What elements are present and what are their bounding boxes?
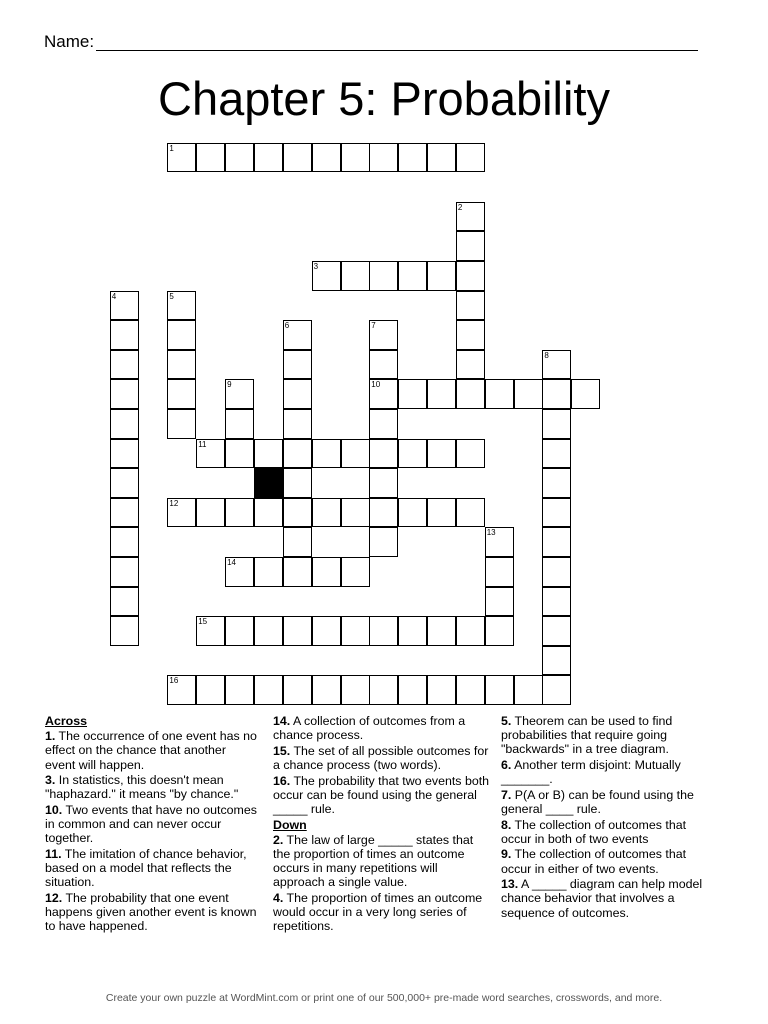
clue-item [501, 758, 715, 786]
clue-number: 12. [45, 891, 63, 905]
grid-cell[interactable] [456, 202, 485, 232]
grid-cell[interactable] [369, 261, 398, 291]
grid-cell[interactable] [542, 379, 571, 409]
grid-cell[interactable] [225, 675, 254, 705]
grid-cell[interactable] [542, 616, 571, 646]
clue-text: P(A or B) can be found using the general ____ rule. [501, 787, 694, 816]
clue-text: Theorem can be used to find probabilities that require going "backwards" in a tree diagram. [501, 714, 673, 757]
grid-cell[interactable] [427, 143, 456, 173]
grid-cell[interactable] [283, 527, 312, 557]
grid-cell[interactable] [283, 557, 312, 587]
grid-cell[interactable] [110, 291, 139, 321]
grid-cell[interactable] [369, 143, 398, 173]
clue-number: 9. [501, 847, 512, 862]
grid-cell[interactable] [456, 143, 485, 173]
grid-cell[interactable] [341, 261, 370, 291]
clue-number: 1. [45, 729, 56, 744]
grid-cell[interactable] [398, 616, 427, 646]
grid-cell[interactable] [542, 498, 571, 528]
clue-item [273, 714, 491, 742]
clue-item [45, 773, 259, 801]
grid-cell[interactable] [542, 439, 571, 469]
clue-text: The collection of outcomes that occur in both of two events [501, 817, 687, 846]
clue-item [501, 788, 715, 816]
clues-column-2 [273, 714, 491, 935]
grid-cell[interactable] [369, 675, 398, 705]
clue-number: 4. [273, 891, 284, 905]
grid-cell[interactable] [254, 616, 283, 646]
grid-cell[interactable] [369, 320, 398, 350]
grid-cell[interactable] [312, 261, 341, 291]
clue-number: 7. [501, 787, 512, 802]
grid-cell[interactable] [110, 616, 139, 646]
name-label: Name: [44, 32, 95, 51]
grid-cell[interactable] [514, 379, 543, 409]
grid-cell[interactable] [456, 320, 485, 350]
clue-number: 8. [501, 817, 512, 832]
clue-item [45, 847, 259, 890]
clue-text: A _____ diagram can help model chance behavior that involves a sequence of outcomes. [501, 877, 703, 920]
clue-text: The probability that two events both occur can be found using the general _____ rule. [273, 773, 490, 816]
grid-cell[interactable] [341, 616, 370, 646]
grid-cell[interactable] [110, 498, 139, 528]
clue-number: 13. [501, 877, 519, 892]
grid-cell[interactable] [110, 587, 139, 617]
grid-cell[interactable] [369, 498, 398, 528]
clue-text: The set of all possible outcomes for a chance process (two words). [273, 743, 489, 772]
clue-item [45, 729, 259, 772]
grid-cell[interactable] [283, 439, 312, 469]
grid-cell[interactable] [196, 143, 225, 173]
grid-cell[interactable] [254, 439, 283, 469]
grid-cell[interactable] [369, 616, 398, 646]
grid-cell[interactable] [456, 231, 485, 261]
grid-cell[interactable] [167, 320, 196, 350]
grid-cell[interactable] [254, 143, 283, 173]
clue-text: The collection of outcomes that occur in either of two events. [501, 847, 687, 876]
grid-cell[interactable] [369, 527, 398, 557]
clue-number-label: 12 [169, 498, 179, 508]
grid-cell[interactable] [341, 557, 370, 587]
grid-cell[interactable] [196, 675, 225, 705]
grid-cell[interactable] [225, 143, 254, 173]
grid-cell[interactable] [167, 143, 196, 173]
grid-cell[interactable] [283, 350, 312, 380]
clue-number-label: 10 [371, 380, 381, 390]
grid-cell[interactable] [225, 498, 254, 528]
clue-number-label: 6 [284, 321, 290, 331]
grid-cell[interactable] [369, 468, 398, 498]
grid-cell[interactable] [167, 409, 196, 439]
grid-cell[interactable] [398, 439, 427, 469]
grid-cell[interactable] [542, 557, 571, 587]
grid-cell[interactable] [312, 616, 341, 646]
clue-item [501, 877, 715, 920]
clues-column-1 [45, 714, 259, 935]
grid-cell[interactable] [369, 409, 398, 439]
clue-list-down-1 [273, 833, 491, 934]
grid-cell[interactable] [225, 439, 254, 469]
grid-cell[interactable] [456, 498, 485, 528]
clue-text: In statistics, this doesn't mean "haphazard." it means "by chance." [45, 773, 239, 802]
grid-cell[interactable] [427, 261, 456, 291]
grid-cell[interactable] [485, 379, 514, 409]
clue-number: 14. [273, 714, 291, 728]
grid-cell[interactable] [110, 527, 139, 557]
grid-cell[interactable] [485, 675, 514, 705]
clue-number: 6. [501, 758, 512, 772]
clue-number-label: 4 [111, 291, 117, 301]
grid-cell[interactable] [110, 557, 139, 587]
clue-number: 16. [273, 773, 291, 788]
grid-cell[interactable] [283, 409, 312, 439]
grid-cell[interactable] [196, 439, 225, 469]
page-title: Chapter 5: Probability [158, 72, 610, 125]
clue-number: 10. [45, 803, 63, 817]
footer-text: Create your own puzzle at WordMint.com or print one of our 500,000+ pre-made word searches, crosswords, and more. [105, 992, 663, 1004]
grid-cell[interactable] [485, 587, 514, 617]
clue-number: 3. [45, 773, 56, 788]
grid-cell[interactable] [427, 379, 456, 409]
grid-cell[interactable] [485, 616, 514, 646]
grid-cell[interactable] [110, 439, 139, 469]
grid-cell[interactable] [167, 498, 196, 528]
name-line[interactable] [96, 50, 698, 51]
grid-cell[interactable] [283, 468, 312, 498]
clue-number: 5. [501, 714, 512, 728]
grid-cell[interactable] [225, 409, 254, 439]
clue-number-label: 9 [227, 380, 232, 390]
clue-number-label: 14 [227, 558, 236, 567]
grid-cell[interactable] [427, 675, 456, 705]
grid-cell[interactable] [542, 350, 571, 380]
grid-cell[interactable] [485, 527, 514, 557]
clue-item [45, 803, 259, 846]
grid-cell[interactable] [225, 616, 254, 646]
grid-cell[interactable] [312, 675, 341, 705]
clue-list-down-2 [501, 714, 715, 920]
clue-number-label: 5 [169, 291, 174, 301]
grid-cell[interactable] [456, 379, 485, 409]
clues-column-3 [501, 714, 715, 921]
across-heading: Across [45, 714, 88, 728]
grid-cell[interactable] [542, 646, 571, 676]
grid-cell[interactable] [398, 498, 427, 528]
clue-number-label: 8 [544, 350, 549, 360]
clue-number-label: 2 [457, 202, 463, 212]
clue-text: The imitation of chance behavior, based on a model that reflects the situation. [45, 847, 247, 890]
black-square [254, 468, 283, 498]
grid-cell[interactable] [427, 616, 456, 646]
grid-cell[interactable] [110, 320, 139, 350]
clue-text: The proportion of times an outcome would occur in a very long series of repetitions. [273, 891, 483, 934]
clue-item [501, 818, 715, 846]
grid-cell[interactable] [196, 498, 225, 528]
grid-cell[interactable] [369, 439, 398, 469]
grid-cell[interactable] [456, 439, 485, 469]
grid-cell[interactable] [542, 587, 571, 617]
grid-cell[interactable] [542, 675, 571, 705]
clue-item [501, 847, 715, 875]
clue-number: 11. [45, 847, 62, 861]
grid-cell[interactable] [254, 675, 283, 705]
clue-number: 2. [273, 832, 284, 847]
grid-cell[interactable] [571, 379, 600, 409]
down-heading: Down [273, 817, 307, 832]
grid-cell[interactable] [456, 675, 485, 705]
grid-cell[interactable] [514, 675, 543, 705]
grid-cell[interactable] [456, 261, 485, 291]
grid-cell[interactable] [312, 143, 341, 173]
clue-number-label: 1 [169, 143, 174, 153]
grid-cell[interactable] [542, 527, 571, 557]
grid-cell[interactable] [427, 498, 456, 528]
clue-number-label: 11 [198, 439, 207, 449]
clue-number-label: 13 [486, 528, 496, 538]
grid-cell[interactable] [542, 409, 571, 439]
grid-cell[interactable] [283, 498, 312, 528]
grid-cell[interactable] [427, 439, 456, 469]
grid-cell[interactable] [283, 379, 312, 409]
grid-cell[interactable] [283, 143, 312, 173]
grid-cell[interactable] [167, 291, 196, 321]
grid-cell[interactable] [398, 143, 427, 173]
grid-cell[interactable] [542, 468, 571, 498]
grid-cell[interactable] [110, 468, 139, 498]
grid-cell[interactable] [283, 616, 312, 646]
grid-cell[interactable] [312, 498, 341, 528]
grid-cell[interactable] [312, 557, 341, 587]
clue-text: The law of large _____ states that the proportion of times an outcome occurs in many repetitions will approach a single value. [273, 832, 474, 890]
clue-number-label: 16 [169, 676, 179, 686]
grid-cell[interactable] [456, 350, 485, 380]
grid-cell[interactable] [110, 379, 139, 409]
clue-text: A collection of outcomes from a chance process. [273, 714, 466, 743]
clue-text: The occurrence of one event has no effect on the chance that another event will happen. [45, 729, 257, 772]
grid-cell[interactable] [341, 675, 370, 705]
grid-cell[interactable] [485, 557, 514, 587]
clue-text: Two events that have no outcomes in common and can never occur together. [45, 803, 257, 846]
clue-item [45, 891, 259, 934]
clue-item [273, 891, 491, 934]
grid-cell[interactable] [398, 261, 427, 291]
grid-cell[interactable] [283, 675, 312, 705]
clue-text: The probability that one event happens given another event is known to have happened. [45, 891, 257, 934]
grid-cell[interactable] [341, 143, 370, 173]
grid-cell[interactable] [283, 320, 312, 350]
grid-cell[interactable] [110, 350, 139, 380]
grid-cell[interactable] [456, 616, 485, 646]
clue-item [273, 774, 491, 817]
grid-cell[interactable] [341, 439, 370, 469]
grid-cell[interactable] [456, 291, 485, 321]
clue-item [273, 833, 491, 890]
clue-number-label: 15 [198, 617, 208, 627]
grid-cell[interactable] [398, 675, 427, 705]
grid-cell[interactable] [167, 350, 196, 380]
grid-cell[interactable] [110, 409, 139, 439]
clue-list-across-2 [273, 714, 491, 816]
clue-item [273, 744, 491, 772]
grid-cell[interactable] [398, 379, 427, 409]
grid-cell[interactable] [196, 616, 225, 646]
grid-cell[interactable] [312, 439, 341, 469]
clue-item [501, 714, 715, 757]
grid-cell[interactable] [369, 350, 398, 380]
grid-cell[interactable] [225, 379, 254, 409]
clue-list-across-1 [45, 729, 259, 933]
grid-cell[interactable] [167, 379, 196, 409]
grid-cell[interactable] [254, 557, 283, 587]
clue-number: 15. [273, 743, 291, 758]
clue-number-label: 7 [371, 321, 376, 331]
clue-number-label: 3 [313, 262, 319, 271]
clue-text: Another term disjoint: Mutually _______. [501, 758, 681, 787]
grid-cell[interactable] [167, 675, 196, 705]
grid-cell[interactable] [341, 498, 370, 528]
grid-cell[interactable] [254, 498, 283, 528]
grid-cell[interactable] [369, 379, 398, 409]
grid-cell[interactable] [225, 557, 254, 587]
